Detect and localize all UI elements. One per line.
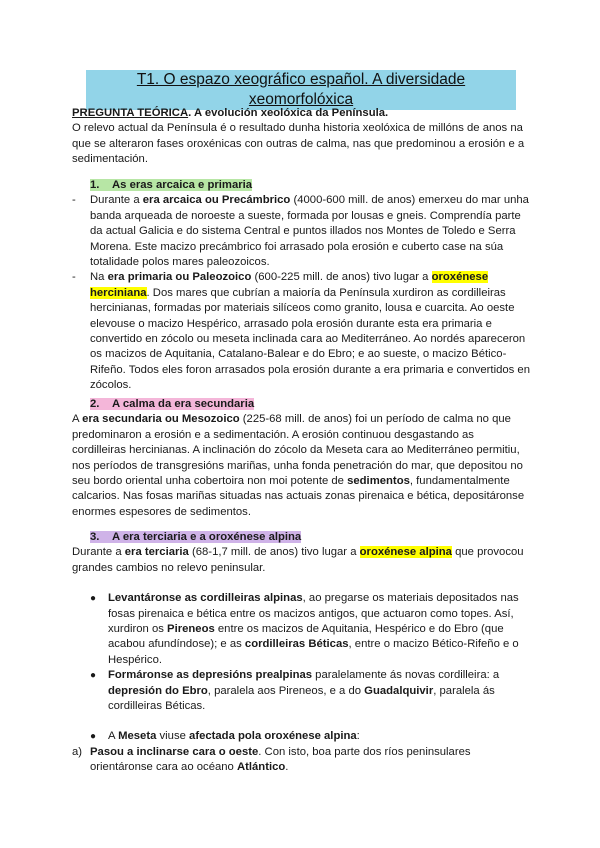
section-2-title: A calma da era secundaria <box>112 398 255 410</box>
dash-marker: - <box>72 271 76 284</box>
section-1-item-primaria: - Na era primaria ou Paleozoico (600-225 mill. de anos) tivo lugar a oroxénese herciniana. Dos mares que cubrían a maioría da Península xurdiron as cordilleiras hercinianas, formadas por materiais silíceos como granito, lousa e cuarcita. Ao oeste elevouse o macizo Hespérico, arrasado pola erosión durante esta era primaria e convertido en zócolo ou meseta inclinada cara ao Mediterráneo. Ao nordés apareceron os macizos de Aquitania, Catalano-Balear e do Ebro; e ao sueste, o macizo Bético-Rifeño. Todos eles foron arrasados pola erosión durante a era primaria e convertidos en zócolos. <box>72 271 530 392</box>
section-3-bullet-meseta: ● A Meseta viuse afectada pola oroxénese alpina: <box>72 729 530 744</box>
section-3-bullet-cordilleiras: ● Levantáronse as cordilleiras alpinas, ao pregarse os materiais depositados nas fosas pirenaica e bética entre os macizos antigos, que actuaron como topes. Así, xurdiron os Pireneos entre os macizos de Aquitania, Hespérico e do Ebro (que acabou afundíndose); e as cordilleiras Béticas, entre o macizo Bético-Rifeño e o Hespérico. <box>90 592 519 666</box>
sedimentos-term: sedimentos <box>347 475 410 488</box>
section-3-number: 3. <box>90 531 100 543</box>
alpina-highlight: oroxénese alpina <box>359 546 452 559</box>
bullet-marker: ● <box>90 593 97 605</box>
section-1 <box>72 178 530 394</box>
bullet-marker: ● <box>90 731 97 743</box>
question-heading-text: . A evolución xeolóxica da Península. <box>188 107 389 119</box>
section-3-bullet-depresions: ● Formáronse as depresións prealpinas paralelamente ás novas cordilleira: a depresión do Ebro, paralela aos Pireneos, e a do Guadalquivir, paralela ás cordilleiras Béticas. <box>90 669 500 713</box>
section-3-title: A era terciaria e a oroxénese alpina <box>112 531 302 543</box>
terciaria-term: era terciaria <box>124 546 189 559</box>
herciniana-highlight: oroxénese herciniana <box>90 271 489 299</box>
section-1-heading <box>72 178 530 193</box>
question-label: PREGUNTA TEÓRICA <box>72 107 189 119</box>
section-3-subitem-a: a) Pasou a inclinarse cara o oeste. Con isto, boa parte dos ríos peninsulares orientáronse cara ao océano Atlántico. <box>72 745 471 774</box>
section-1-number: 1. <box>90 179 100 191</box>
section-2-number: 2. <box>90 398 100 410</box>
dash-marker: - <box>72 194 76 207</box>
section-1-title: As eras arcaica e primaria <box>112 179 253 191</box>
bullet-marker: ● <box>90 670 97 682</box>
section-2-body: A era secundaria ou Mesozoico (225-68 mill. de anos) foi un período de calma no que predominaron a erosión e a sedimentación. A erosión continuou desgastando as cordilleiras hercinianas. A inclinación do zócolo da Meseta cara ao Mediterráneo permitiu, nos períodos de transgresións mariñas, unha fonda penetración do mar, que depositou no seu bordo oriental unha cobertoira non moi potente de sedimentos, fundamentalmente calcarios. Nas fosas mariñas situadas nas actuais zonas pirenaica e bética, depositáronse enormes espesores de sedimentos. <box>72 413 525 518</box>
section-2 <box>72 397 530 520</box>
primaria-term: era primaria ou Paleozoico <box>107 271 252 284</box>
alpha-marker: a) <box>72 745 83 758</box>
section-3 <box>72 530 530 776</box>
section-1-item-arcaica: - Durante a era arcaica ou Precámbrico (4000-600 mill. de anos) emerxeu do mar unha banda arqueada de noroeste a sueste, formada por lousas e gneis. Comprendía parte da actual Galicia e do sistema Central e puntos illados nos Montes de Toledo e Serra Morena. Este macizo precámbrico foi arrasado pola erosión e cuberto case na súa totalidade polos mares paleozoicos. <box>72 194 529 269</box>
arcaica-term: era arcaica ou Precámbrico <box>142 194 291 207</box>
page-title: T1. O espazo xeográfico español. A diversidade xeomorfolóxica <box>86 70 516 110</box>
question-intro: O relevo actual da Península é o resultado dunha historia xeolóxica de millóns de anos na que se alteraron fases oroxénicas con outras de calma, nas que predominou a erosión e a sedimentación. <box>72 122 525 166</box>
secundaria-term: era secundaria ou Mesozoico <box>82 413 240 426</box>
question-heading <box>72 106 530 121</box>
section-3-heading <box>72 530 530 545</box>
question-block <box>72 106 530 168</box>
section-2-heading <box>72 397 530 412</box>
section-3-intro: Durante a era terciaria (68-1,7 mill. de anos) tivo lugar a oroxénese alpina que provocou grandes cambios no relevo peninsular. <box>72 546 524 574</box>
